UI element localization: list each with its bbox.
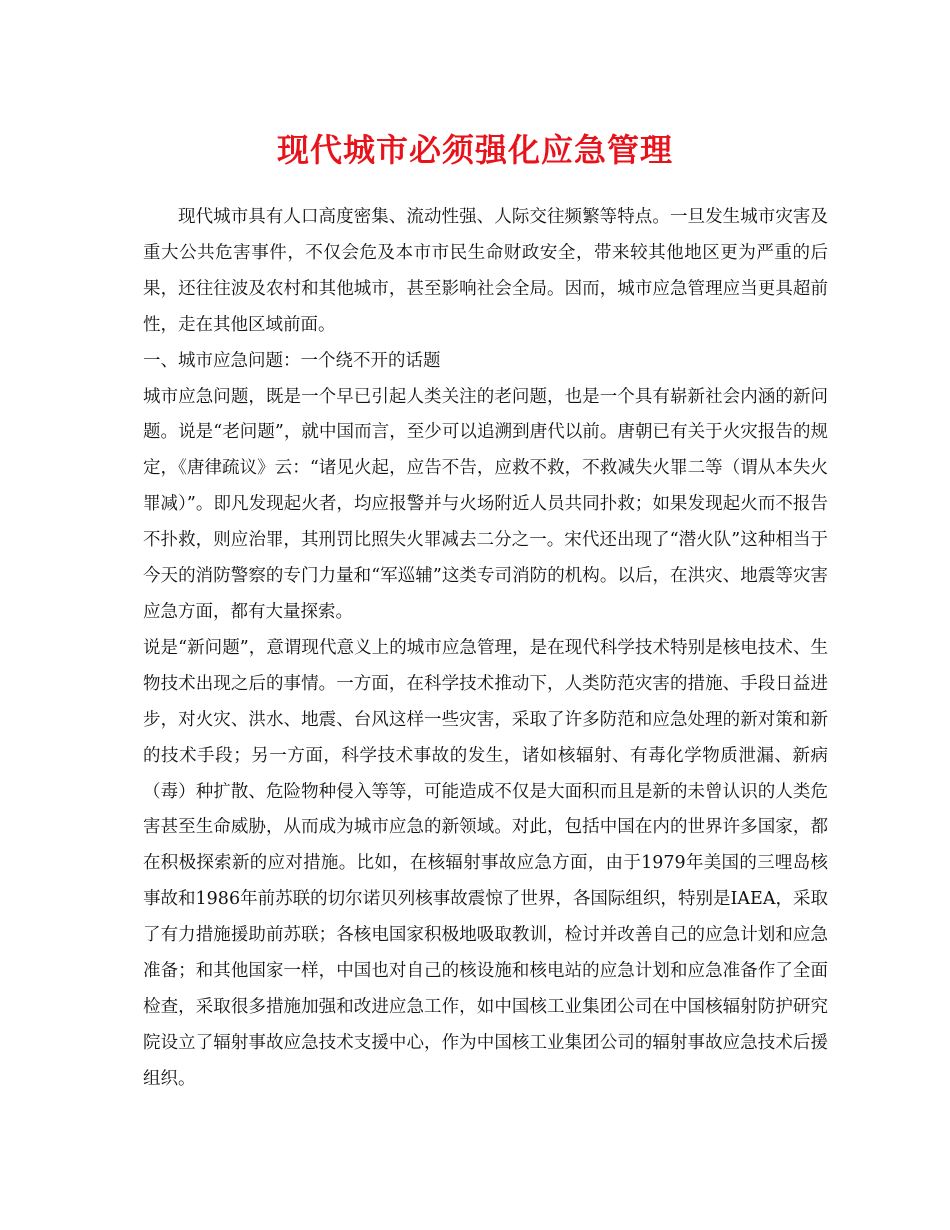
paragraph-intro: 现代城市具有人口高度密集、流动性强、人际交往频繁等特点。一旦发生城市灾害及重大公共危害事件，不仅会危及本市市民生命财政安全，带来较其他地区更为严重的后果，还往往波及农村和其他城市，甚至影响社会全局。因而，城市应急管理应当更具超前性，走在其他区域前面。 [143, 207, 828, 335]
paragraph-new-problem: 说是“新问题”，意谓现代意义上的城市应急管理，是在现代科学技术特别是核电技术、生物技术出现之后的事情。一方面，在科学技术推动下，人类防范灾害的措施、手段日益进步，对火灾、洪水、地震、台风这样一些灾害，采取了许多防范和应急处理的新对策和新的技术手段；另一方面，科学技术事故的发生，诸如核辐射、有毒化学物质泄漏、新病（毒）种扩散、危险物种侵入等等，可能造成不仅是大面积而且是新的未曾认识的人类危害甚至生命威胁，从而成为城市应急的新领域。对此，包括中国在内的世界许多国家，都在积极探索新的应对措施。比如，在核辐射事故应急方面，由于1979年美国的三哩岛核事故和1986年前苏联的切尔诺贝列核事故震惊了世界，各国际组织，特别是IAEA，采取了有力措施援助前苏联；各核电国家积极地吸取教训，检讨并改善自己的应急计划和应急准备；和其他国家一样，中国也对自己的核设施和核电站的应急计划和应急准备作了全面检查，采取很多措施加强和改进应急工作，如中国核工业集团公司在中国核辐射防护研究院设立了辐射事故应急技术支援中心，作为中国核工业集团公司的辐射事故应急技术后援组织。 [143, 637, 828, 1089]
section-heading: 一、城市应急问题：一个绕不开的话题 [143, 350, 441, 371]
document-title: 现代城市必须强化应急管理 [276, 131, 673, 169]
paragraph-old-problem: 城市应急问题，既是一个早已引起人类关注的老问题，也是一个具有崭新社会内涵的新问题。说是“老问题”，就中国而言，至少可以追溯到唐代以前。唐朝已有关于火灾报告的规定，《唐律疏议》云：“诸见火起，应告不告，应救不救，不救减失火罪二等（谓从本失火罪减）”。即凡发现起火者，均应报警并与火场附近人员共同扑救；如果发现起火而不报告不扑救，则应治罪，其刑罚比照失火罪减去二分之一。宋代还出现了“潜火队”这种相当于今天的消防警察的专门力量和“军巡辅”这类专司消防的机构。以后，在洪灾、地震等灾害应急方面，都有大量探索。 [143, 386, 828, 622]
document-body [143, 200, 828, 1098]
